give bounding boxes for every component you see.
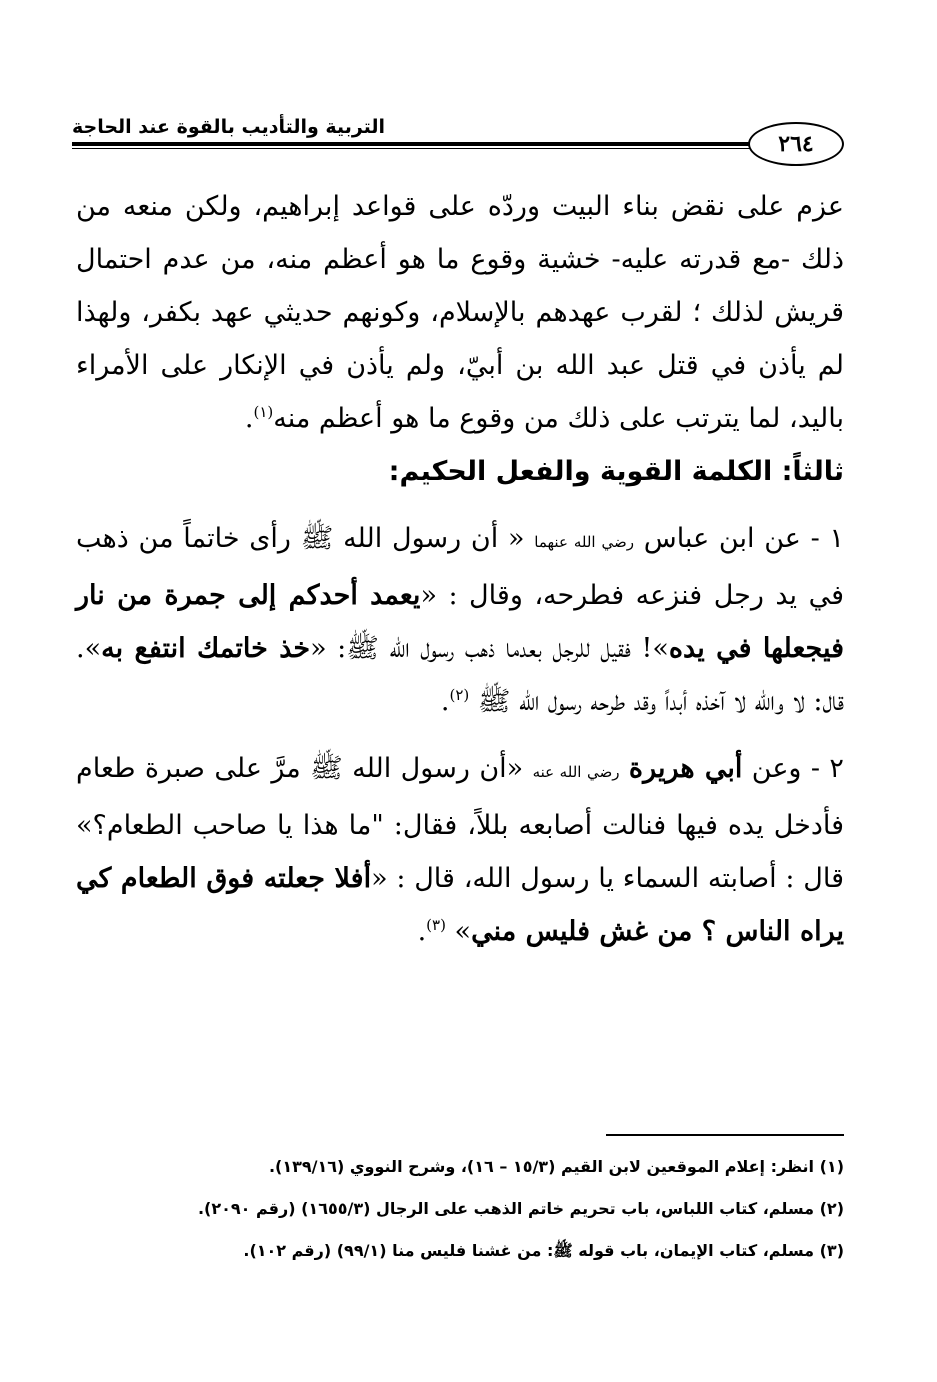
hadith-2: ٢ - وعن أبي هريرة رضي الله عنه «أن رسول الله ﷺ مرَّ على صبرة طعام فأدخل يده فيها فنالت أصابعه بللاً، فقال: "ما هذا يا صاحب الطعام؟» قال : أصابته السماء يا رسول الله، قال : «أفلا جعلته فوق الطعام كي يراه الناس ؟ من غش فليس مني» $^{(٣)}$. [76,753,845,947]
hadith-2-part: ٢ - وعن [751,753,844,784]
hadith-2-quote: أفلا جعلته فوق الطعام كي يراه الناس ؟ من غش فليس مني [76,863,844,947]
hadith-1-part: ١ - عن ابن عباس [643,523,845,554]
hadith-1-part: « أن رسول الله [343,523,525,554]
footnote-3: (٣) مسلم، كتاب الإيمان، باب قوله ﷺ: من غشنا فليس منا (٩٩/١) (رقم ١٠٢). [243,1241,844,1260]
honorific: ﷺ [310,753,343,784]
section-heading: ثالثاً: الكلمة القوية والفعل الحكيم: [388,456,844,487]
footnote-separator [606,1134,844,1136]
honorific: رضي الله عنهما [534,533,634,551]
footnote-2: (٢) مسلم، كتاب اللباس، باب تحريم خاتم الذهب على الرجال (١٦٥٥/٣) (رقم ٢٠٩٠). [197,1199,844,1218]
honorific: ﷺ [477,686,511,717]
hadith-1-part: رأى خاتماً من ذهب في يد رجل فنزعه فطرحه، وقال : « [76,523,844,611]
paragraph-1: عزم على نقض بناء البيت وردّه على قواعد إبراهيم، ولكن منعه من ذلك -مع قدرته عليه- خشية وقوع ما هو أعظم منه، من عدم احتمال قريش لذلك ؛ لقرب عهدهم بالإسلام، وكونهم حديثي عهد بكفر، ولهذا لم يأذن في قتل عبد الله بن أبيّ، ولم يأذن في الإنكار على الأمراء باليد، لما يترتب على ذلك من وقوع ما هو أعظم منه$^{(١)}$. [76,191,844,434]
page-header [72,112,844,160]
header-rule [72,142,750,149]
footnote-1: (١) انظر: إعلام الموقعين لابن القيم (١٥/٣ – ١٦)، وشرح النووي (١٣٩/١٦). [268,1157,844,1176]
page-number: ٢٦٤ [748,122,844,166]
hadith-2-part: مرَّ على صبرة طعام فأدخل يده فيها فنالت أصابعه بللاً، فقال: "ما هذا يا صاحب الطعام؟» قال : أصابته السماء يا رسول الله، قال : « [76,753,845,894]
main-text [76,180,844,958]
footnote-ref-3: (٣) [426,916,446,934]
footnote-ref-1: (١) [253,403,274,421]
footnote-ref-2: (٢) [449,686,470,704]
paragraph-1-text: عزم على نقض بناء البيت وردّه على قواعد إبراهيم، ولكن منعه من ذلك -مع قدرته عليه- خشية وقوع ما هو أعظم منه، من عدم احتمال قريش لذلك ؛ لقرب عهدهم بالإسلام، وكونهم حديثي عهد بكفر، ولهذا لم يأذن في قتل عبد الله بن أبيّ، ولم يأذن في الإنكار على الأمراء باليد، لما يترتب على ذلك من وقوع ما هو أعظم منه [76,191,844,434]
hadith-1: ١ - عن ابن عباس رضي الله عنهما « أن رسول الله ﷺ رأى خاتماً من ذهب في يد رجل فنزعه فطرحه، وقال : «يعمد أحدكم إلى جمرة من نار فيجعلها في يده»! فقيل للرجل بعدما ذهب رسول الله ﷺ: «خذ خاتمك انتفع به». قال: لا والله لا آخذه أبداً وقد طرحه رسول الله ﷺ $^{(٢)}$. [76,523,845,717]
hadith-1-quote: يعمد أحدكم إلى جمرة من نار فيجعلها في يده [76,580,844,664]
hadith-2-part: » [454,916,472,947]
running-title: التربية والتأديب بالقوة عند الحاجة [72,116,386,138]
honorific: ﷺ [300,523,334,554]
hadith-1-quote: خذ خاتمك انتفع به [101,633,311,664]
hadith-1-part: : « [310,633,347,664]
honorific: ﷺ [346,633,379,664]
honorific: رضي الله عنه [532,763,620,781]
narrator-name: أبي هريرة [628,753,743,784]
hadith-1-part: ». قال: لا والله لا آخذه أبداً وقد طرحه رسول الله [76,633,844,717]
footnotes [140,1146,844,1272]
hadith-1-part: »! فقيل للرجل بعدما ذهب رسول الله [389,633,669,664]
hadith-2-part: «أن رسول الله [352,753,524,784]
